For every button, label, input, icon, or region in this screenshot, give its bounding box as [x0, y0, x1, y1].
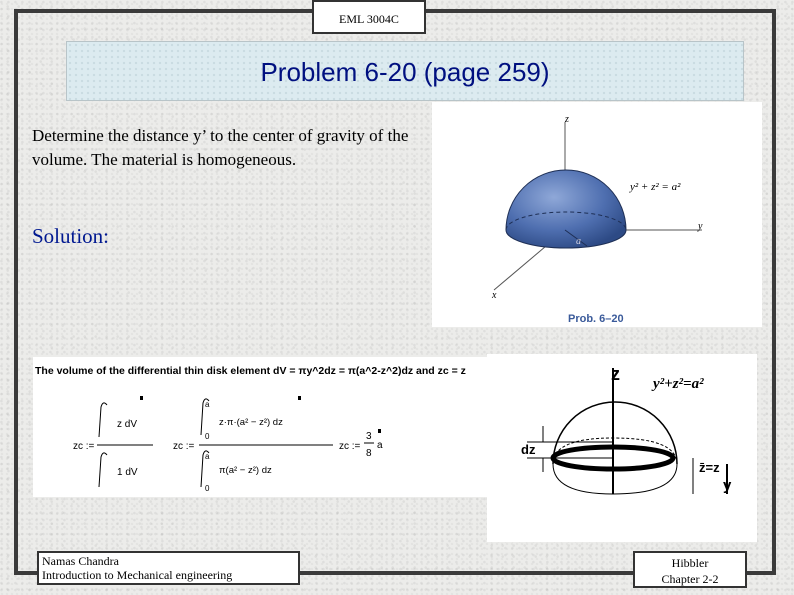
eq2-num-upper: a [205, 400, 210, 409]
disk-element-sketch [487, 354, 757, 542]
sketch-dz-label: dz [521, 442, 536, 457]
footer-textbook: Hibbler [671, 556, 709, 570]
course-tag [312, 0, 426, 34]
eq3-lhs: zc := [339, 441, 361, 452]
hemisphere-figure-svg [432, 102, 762, 327]
math-intro: The volume of the differential thin disk element dV = πy^2dz = π(a^2-z^2)dz and zc = z [35, 365, 466, 377]
title-bar [66, 41, 744, 101]
eq1-lhs: zc := [73, 441, 95, 452]
fig1-x-label: x [492, 290, 497, 301]
eq2-den-upper: a [205, 452, 210, 461]
fig1-radius-label: a [576, 236, 581, 247]
eq3-marker [378, 429, 381, 433]
fig1-equation: y² + z² = a² [630, 181, 681, 193]
fig1-y-label: y [698, 221, 703, 232]
fig1-z-label: z [565, 114, 569, 125]
course-tag-text: EML 3004C [339, 12, 399, 26]
eq3-numerator: 3 [366, 431, 372, 442]
eq2-lhs: zc := [173, 441, 195, 452]
hemisphere-shape [506, 170, 626, 248]
sketch-z-label: z [611, 364, 620, 384]
sketch-y-label: y [723, 477, 732, 494]
eq2-marker [298, 396, 301, 400]
math-derivation-svg [33, 357, 488, 497]
sketch-hemisphere-outline [553, 402, 677, 464]
solution-label: Solution: [32, 224, 110, 248]
disk-element-sketch-svg [487, 354, 757, 542]
fig1-caption: Prob. 6–20 [568, 313, 624, 325]
eq1-denominator: 1 dV [117, 467, 138, 478]
sketch-zbar-label: z̄=z [699, 460, 720, 475]
footer-author-box [37, 551, 300, 585]
footer-reference-box [633, 551, 747, 588]
eq2-denominator-expr: π(a² − z²) dz [219, 465, 272, 476]
eq1-num-integral [99, 403, 107, 437]
hemisphere-figure [432, 102, 762, 327]
slide-title: Problem 6-20 (page 259) [260, 57, 550, 87]
eq1-den-integral [99, 453, 107, 487]
eq3-denominator: 8 [366, 448, 372, 459]
eq1-numerator: z dV [117, 419, 138, 430]
problem-statement: Determine the distance y’ to the center of gravity of the volume. The material is homogeneous. [32, 126, 409, 169]
eq2-num-lower: 0 [205, 432, 210, 441]
footer-chapter: Chapter 2-2 [661, 572, 719, 586]
sketch-equation: y²+z²=a² [653, 376, 704, 392]
math-derivation [33, 357, 488, 497]
eq1-marker [140, 396, 143, 400]
footer-author: Namas Chandra [42, 554, 119, 568]
eq3-variable: a [377, 440, 383, 451]
eq2-den-lower: 0 [205, 484, 210, 493]
eq2-numerator-expr: z·π·(a² − z²) dz [219, 417, 283, 428]
footer-course: Introduction to Mechanical engineering [42, 568, 233, 582]
